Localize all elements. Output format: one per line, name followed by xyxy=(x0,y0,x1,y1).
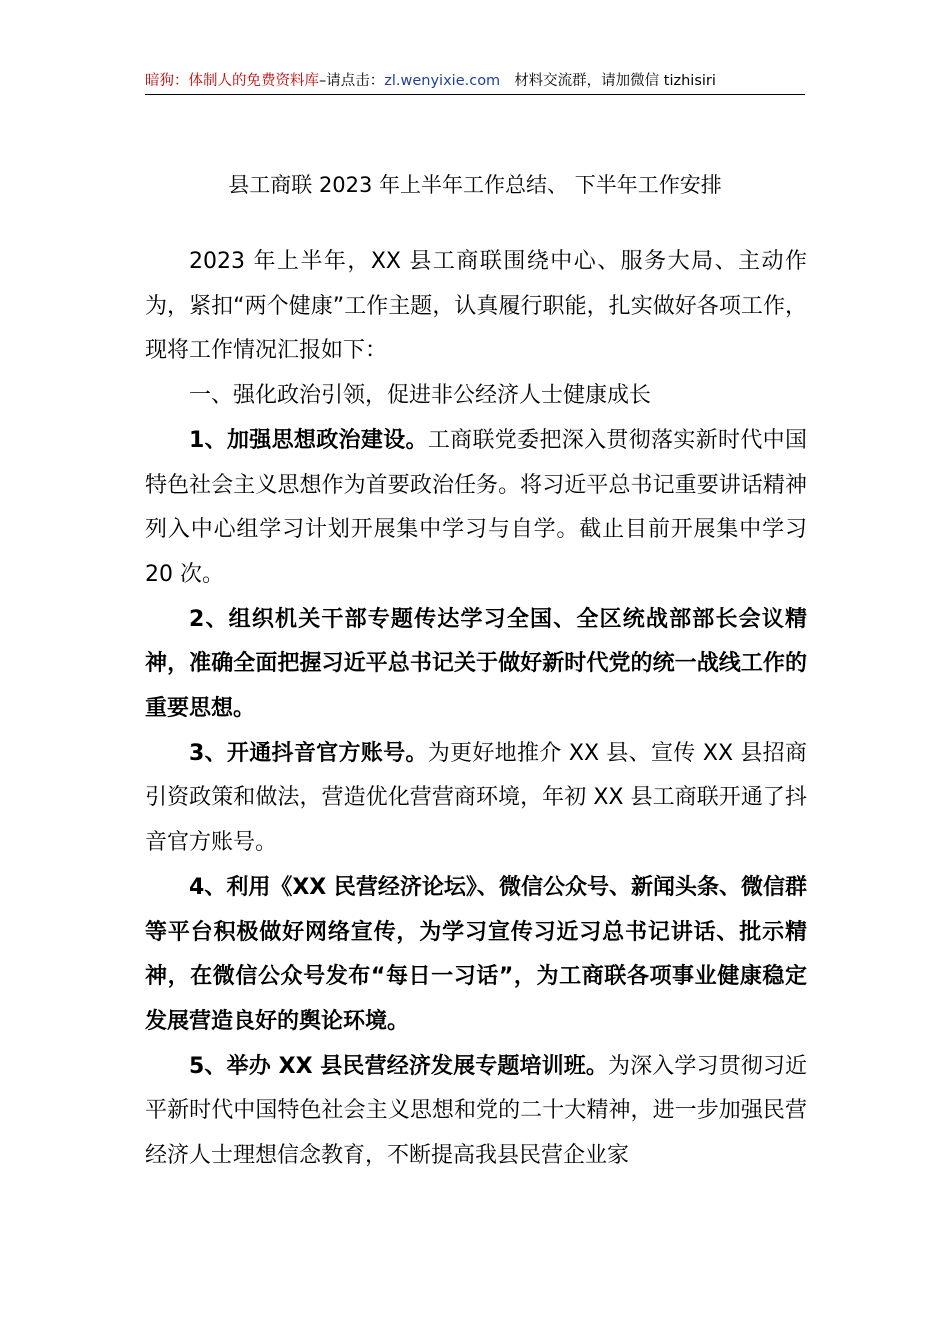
item-3-heading: 3、开通抖音官方账号。 xyxy=(189,740,428,766)
intro-paragraph: 2023 年上半年，XX 县工商联围绕中心、服务大局、主动作为，紧扣“两个健康”工作主题，认真履行职能，扎实做好各项工作，现将工作情况汇报如下： xyxy=(145,249,807,364)
click-prompt: –请点击： xyxy=(319,73,385,89)
promo-text: 暗狗：体制人的免费资料库 xyxy=(145,73,319,89)
wechat-note: 材料交流群，请加微信 tizhisiri xyxy=(514,73,716,89)
item-2-paragraph xyxy=(145,598,807,732)
document-body xyxy=(145,240,807,1179)
item-3-text: 为更好地推介 XX 县、宣传 XX 县招商引资政策和做法，营造优化营营商环境，年初 XX 县工商联开通了抖音官方账号。 xyxy=(145,740,807,856)
item-4-heading: 4、利用《XX 民营经济论坛》、微信公众号、新闻头条、微信群等平台积极做好网络宣传，为学习宣传习近习总书记讲话、批示精神，在微信公众号发布“每日一习话”，为工商联各项事业健康稳定发展营造良好的舆论环境。 xyxy=(145,874,807,1034)
item-5-paragraph xyxy=(145,1045,807,1179)
item-2-heading: 2、组织机关干部专题传达学习全国、全区统战部部长会议精神，准确全面把握习近平总书记关于做好新时代党的统一战线工作的重要思想。 xyxy=(145,606,807,722)
item-1-text: 工商联党委把深入贯彻落实新时代中国特色社会主义思想作为首要政治任务。将习近平总书记重要讲话精神列入中心组学习计划开展集中学习与自学。截止目前开展集中学习 20 次。 xyxy=(145,427,807,587)
item-5-heading: 5、举办 XX 县民营经济发展专题培训班。 xyxy=(189,1053,608,1079)
document-title: 县工商联 2023 年上半年工作总结、 下半年工作安排 xyxy=(228,173,722,197)
item-5-text: 为深入学习贯彻习近平新时代中国特色社会主义思想和党的二十大精神，进一步加强民营经济人士理想信念教育，不断提高我县民营企业家 xyxy=(145,1053,807,1169)
item-3-paragraph xyxy=(145,732,807,866)
item-1-heading: 1、加强思想政治建设。 xyxy=(189,427,428,453)
page-header xyxy=(145,70,805,95)
item-1-paragraph xyxy=(145,419,807,598)
section-heading: 一、强化政治引领，促进非公经济人士健康成长 xyxy=(189,383,652,409)
site-link[interactable]: zl.wenyixie.com xyxy=(384,73,501,89)
item-4-paragraph xyxy=(145,866,807,1045)
